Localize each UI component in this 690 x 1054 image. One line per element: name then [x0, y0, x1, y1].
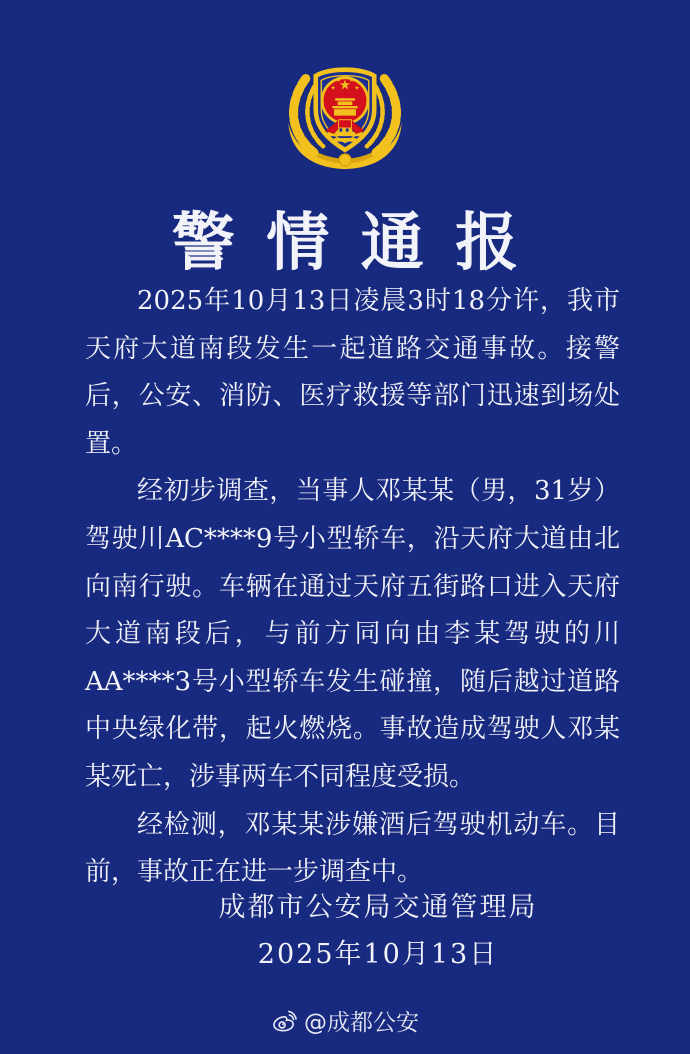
signature-block — [33, 884, 690, 978]
weibo-icon — [271, 1009, 298, 1032]
police-badge-icon — [279, 64, 411, 170]
issuing-agency: 成都市公安局交通管理局 — [218, 892, 538, 923]
notice-paragraph: 经检测，邓某某涉嫌酒后驾驶机动车。目前，事故正在进一步调查中。 — [85, 809, 620, 888]
watermark — [0, 1004, 690, 1037]
notice-body — [85, 278, 620, 897]
notice-paragraph: 2025年10月13日凌晨3时18分许，我市天府大道南段发生一起道路交通事故。接警后，公安、消防、医疗救援等部门迅速到场处置。 — [85, 286, 620, 459]
notice-paragraph: 经初步调查，当事人邓某某（男，31岁）驾驶川AC****9号小型轿车，沿天府大道由北向南行驶。车辆在通过天府五街路口进入天府大道南段后，与前方同向由李某驾驶的川AA****3号小型轿车发生碰撞，随后越过道路中央绿化带，起火燃烧。事故造成驾驶人邓某某死亡，涉事两车不同程度受损。 — [85, 476, 620, 792]
page-title: 警情通报 — [171, 205, 550, 279]
weibo-handle: @成都公安 — [304, 1010, 419, 1036]
issue-date: 2025年10月13日 — [257, 939, 499, 970]
